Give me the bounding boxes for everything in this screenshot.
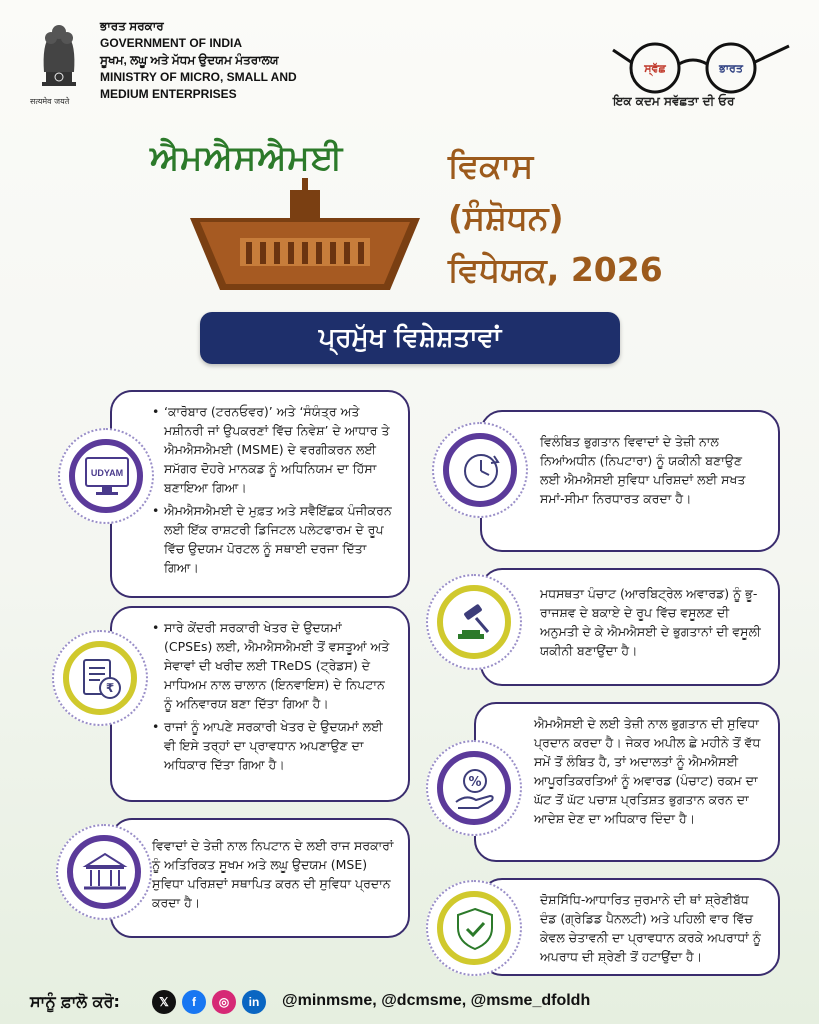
title-line: (ਸੰਸ਼ੋਧਨ) — [448, 198, 564, 237]
facebook-icon[interactable]: f — [182, 990, 206, 1014]
title-line: ਵਿਕਾਸ — [448, 146, 534, 185]
feature-bullet: • ‘ਕਾਰੋਬਾਰ (ਟਰਨਓਵਰ)’ ਅਤੇ ‘ਸੰਯੰਤ੍ਰ ਅਤੇ ਮਸ਼ੀਨਰੀ ਜਾਂ ਉਪਕਰਣਾਂ ਵਿੱਚ ਨਿਵੇਸ਼’ ਦੇ ਆਧਾਰ ਤੇ ਐਮਐਸਐਮਈ (MSME) ਦੇ ਵਰਗੀਕਰਨ ਲਈ ਸਮੱਗਰ ਦੋਹਰੇ ਮਾਨਕਡ ਨੂੰ ਅਧਿਨਿਯਮ ਦਾ ਹਿੱਸਾ ਬਣਾਇਆ ਗਿਆ। — [152, 402, 394, 497]
swachh-tagline: ਇਕ ਕਦਮ ਸਵੱਛਤਾ ਦੀ ਓਰ — [613, 94, 735, 108]
udyam-icon-ring — [58, 428, 154, 524]
government-building-icon — [80, 848, 130, 898]
swachh-bharat-logo — [607, 38, 797, 118]
clock-refresh-icon — [456, 446, 506, 496]
feature-card-mse-councils — [110, 818, 410, 938]
feature-text: ਵਿਵਾਦਾਂ ਦੇ ਤੇਜ਼ੀ ਨਾਲ ਨਿਪਟਾਨ ਦੇ ਲਈ ਰਾਜ ਸਰਕਾਰਾਂ ਨੂੰ ਅਤਿਰਿਕਤ ਸੂਖਮ ਅਤੇ ਲਘੂ ਉਦਯਮ (MSE) ਸੁਵਿਧਾ ਪਰਿਸ਼ਦਾਂ ਸਥਾਪਿਤ ਕਰਨ ਦੀ ਸੁਵਿਧਾ ਪ੍ਰਦਾਨ ਕਰਦਾ ਹੈ। — [152, 838, 394, 910]
payment-icon-ring — [426, 740, 522, 836]
feature-text: ਵਿਲੰਬਿਤ ਭੁਗਤਾਨ ਵਿਵਾਦਾਂ ਦੇ ਤੇਜ਼ੀ ਨਾਲ ਨਿਆਂਅਧੀਨ (ਨਿਪਟਾਰਾ) ਨੂੰ ਯਕੀਨੀ ਬਣਾਉਣ ਲਈ ਐਮਐਸਈ ਸੁਵਿਧਾ ਪਰਿਸ਼ਦਾਂ ਲਈ ਸਖਤ ਸਮਾਂ-ਸੀਮਾ ਨਿਰਧਾਰਤ ਕਰਦਾ ਹੈ। — [540, 434, 746, 506]
udyam-text: UDYAM — [90, 468, 124, 478]
feature-text: ਮਧਸਥਤਾ ਪੰਚਾਟ (ਆਰਬਿਟ੍ਰੇਲ ਅਵਾਰਡ) ਨੂੰ ਭੂ-ਰਾਜਸ਼ਵ ਦੇ ਬਕਾਏ ਦੇ ਰੂਪ ਵਿੱਚ ਵਸੂਲਣ ਦੀ ਅਨੁਮਤੀ ਦੇ ਕੇ ਐਮਐਸਈ ਦੇ ਭੁਗਤਾਨਾਂ ਦੀ ਵਸੂਲੀ ਯਕੀਨੀ ਬਣਾਉਂਦਾ ਹੈ। — [540, 586, 761, 658]
shield-check-icon — [450, 904, 500, 954]
footer — [0, 974, 819, 1024]
swachh-word: ਸ੍ਵੱਛ — [644, 62, 666, 75]
feature-bullet: • ਐਮਐਸਐਮਈ ਦੇ ਮੁਫ਼ਤ ਅਤੇ ਸਵੈਇੱਛਕ ਪੰਜੀਕਰਨ ਲਈ ਇੱਕ ਰਾਸ਼ਟਰੀ ਡਿਜਿਟਲ ਪਲੇਟਫਾਰਮ ਦੇ ਰੂਪ ਵਿੱਚ ਉਦਯਮ ਪੋਰਟਲ ਨੂੰ ਸਥਾਈ ਦਰਜਾ ਦਿੱਤਾ ਗਿਆ। — [152, 501, 394, 577]
ministry-name — [100, 18, 297, 103]
feature-card-decriminalisation — [480, 878, 780, 976]
udyam-monitor-icon — [82, 452, 132, 502]
social-handles[interactable]: @minmsme, @dcmsme, @msme_dfoldh — [282, 992, 591, 1009]
feature-bullet: • ਸਾਰੇ ਕੇਂਦਰੀ ਸਰਕਾਰੀ ਖੇਤਰ ਦੇ ਉਦਯਮਾਂ (CPSEs) ਲਈ, ਐਮਐਸਐਮਈ ਤੋਂ ਵਸਤੂਆਂ ਅਤੇ ਸੇਵਾਵਾਂ ਦੀ ਖਰੀਦ ਲਈ TReDS (ਟ੍ਰੇਡਸ) ਦੇ ਮਾਧਿਅਮ ਨਾਲ ਚਾਲਾਨ (ਇਨਵਾਇਸ) ਦੇ ਨਿਪਟਾਨ ਨੂੰ ਅਨਿਵਾਰਯ ਬਣਾ ਦਿੱਤਾ ਗਿਆ ਹੈ। — [152, 618, 394, 713]
gavel-icon — [450, 598, 500, 648]
instagram-icon[interactable]: ◎ — [212, 990, 236, 1014]
government-header — [30, 14, 350, 114]
national-emblem-icon — [30, 14, 88, 106]
feature-text: ਐਮਐਸਈ ਦੇ ਲਈ ਤੇਜ਼ੀ ਨਾਲ ਭੁਗਤਾਨ ਦੀ ਸੁਵਿਧਾ ਪ੍ਰਦਾਨ ਕਰਦਾ ਹੈ। ਜੇਕਰ ਅਪੀਲ ਛੇ ਮਹੀਨੇ ਤੋਂ ਵੱਧ ਸਮੇਂ ਤੋਂ ਲੰਬਿਤ ਹੈ, ਤਾਂ ਅਦਾਲਤਾਂ ਨੂੰ ਐਮਐਸਈ ਆਪੂਰਤਿਕਰਤਿਆਂ ਨੂੰ ਅਵਾਰਡ (ਪੰਚਾਟ) ਰਕਮ ਦਾ ਘੱਟ ਤੋਂ ਘੱਟ ਪਚਾਸ਼ ਪ੍ਰਤਿਸ਼ਤ ਭੁਗਤਾਨ ਕਰਨ ਦਾ ਆਦੇਸ਼ ਦੇਣ ਦਾ ਅਧਿਕਾਰ ਦਿੰਦਾ ਹੈ। — [534, 716, 761, 826]
shield-icon-ring — [426, 880, 522, 976]
gov-line: MEDIUM ENTERPRISES — [100, 87, 237, 101]
feature-text: ਦੋਸ਼ਸਿੱਧਿ-ਆਧਾਰਿਤ ਜੁਰਮਾਨੇ ਦੀ ਥਾਂ ਸ਼੍ਰੇਣੀਬੱਧ ਦੰਡ (ਗ੍ਰੇਡਿਡ ਪੈਨਲਟੀ) ਅਤੇ ਪਹਿਲੀ ਵਾਰ ਵਿੱਚ ਕੇਵਲ ਚੇਤਾਵਨੀ ਦਾ ਪ੍ਰਾਵਧਾਨ ਕਰਕੇ ਅਪਰਾਧਾਂ ਨੂੰ ਅਪਰਾਧ ਦੀ ਸ਼੍ਰੇਣੀ ਤੋਂ ਹਟਾਉਂਦਾ ਹੈ। — [540, 892, 761, 964]
title-line: ਵਿਧੇਯਕ, 2026 — [448, 250, 663, 289]
title-msme: ਐਮਐਸਐਮਈ — [150, 138, 344, 178]
feature-card-treds — [110, 606, 410, 802]
building-icon-ring — [56, 824, 152, 920]
feature-card-arbitral-award — [480, 568, 780, 686]
gavel-icon-ring — [426, 574, 522, 670]
clock-icon-ring — [432, 422, 528, 518]
key-features-heading: ਪ੍ਰਮੁੱਖ ਵਿਸ਼ੇਸ਼ਤਾਵਾਂ — [200, 312, 620, 364]
linkedin-icon[interactable]: in — [242, 990, 266, 1014]
parliament-building-icon — [180, 178, 430, 298]
feature-bullet: • ਰਾਜਾਂ ਨੂੰ ਆਪਣੇ ਸਰਕਾਰੀ ਖੇਤਰ ਦੇ ਉਦਯਮਾਂ ਲਈ ਵੀ ਇਸੇ ਤਰ੍ਹਾਂ ਦਾ ਪ੍ਰਾਵਧਾਨ ਅਪਣਾਉਣ ਦਾ ਅਧਿਕਾਰ ਦਿੱਤਾ ਗਿਆ ਹੈ। — [152, 717, 394, 774]
gov-line: MINISTRY OF MICRO, SMALL AND — [100, 70, 297, 84]
gov-line: GOVERNMENT OF INDIA — [100, 36, 243, 50]
gov-line: ਭਾਰਤ ਸਰਕਾਰ — [100, 19, 164, 33]
follow-us-label: ਸਾਨੂੰ ਫ਼ਾਲੋ ਕਰੋ: — [30, 992, 120, 1011]
bharat-word: ਭਾਰਤ — [719, 62, 743, 75]
invoice-rupee-icon — [76, 654, 126, 704]
title-bill — [448, 140, 663, 296]
glasses-icon — [607, 38, 797, 94]
emblem-motto: सत्यमेव जयते — [30, 97, 70, 106]
svg-text:₹: ₹ — [105, 681, 115, 695]
feature-card-udyam — [110, 390, 410, 598]
x-icon[interactable]: 𝕏 — [152, 990, 176, 1014]
gov-line: ਸੂਖਮ, ਲਘੂ ਅਤੇ ਮੱਧਮ ਉਦਯਮ ਮੰਤਰਾਲਯ — [100, 53, 279, 67]
invoice-icon-ring — [52, 630, 148, 726]
svg-text:%: % — [468, 775, 482, 790]
percent-hand-icon — [450, 764, 500, 814]
